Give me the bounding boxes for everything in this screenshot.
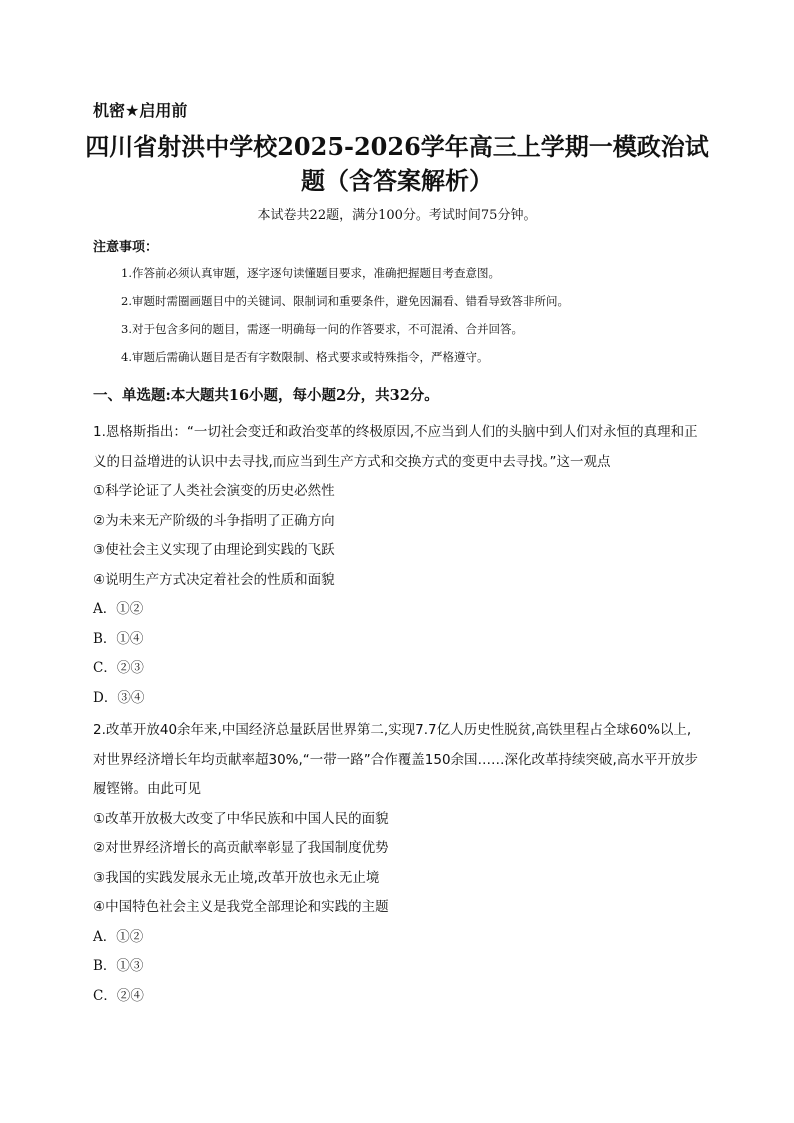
notice-item: 3.对于包含多问的题目，需逐一明确每一问的作答要求，不可混淆、合并回答。 bbox=[121, 322, 523, 336]
exam-subtitle: 本试卷共22题，满分100分。考试时间75分钟。 bbox=[257, 208, 537, 223]
notice-item: 4.审题后需确认题目是否有字数限制、格式要求或特殊指令，严格遵守。 bbox=[121, 350, 489, 364]
answer-option-b: B．①④ bbox=[93, 630, 144, 647]
answer-option-b: B．①③ bbox=[93, 958, 144, 974]
answer-option-a: A．①② bbox=[93, 601, 144, 617]
question-2 bbox=[93, 716, 703, 1011]
answer-option-c: C．②③ bbox=[93, 660, 144, 676]
exam-title bbox=[60, 130, 734, 198]
question-stem: 1.恩格斯指出：“一切社会变迁和政治变革的终极原因,不应当到人们的头脑中到人们对永恒的真理和正义的日益增进的认识中去寻找,而应当到生产方式和交换方式的变更中去寻找。”这一观点 bbox=[93, 424, 698, 470]
statement: ③我国的实践发展永无止境,改革开放也永无止境 bbox=[93, 869, 380, 886]
statement: ④中国特色社会主义是我党全部理论和实践的主题 bbox=[93, 899, 389, 915]
statement: ②对世界经济增长的高贡献率彰显了我国制度优势 bbox=[93, 840, 389, 856]
answer-options bbox=[93, 923, 703, 1012]
notice-list bbox=[121, 264, 741, 376]
statement: ①改革开放极大改变了中华民族和中国人民的面貌 bbox=[93, 810, 389, 827]
notice-heading: 注意事项： bbox=[93, 240, 159, 255]
statement: ①科学论证了人类社会演变的历史必然性 bbox=[93, 483, 335, 499]
answer-option-d: D．③④ bbox=[93, 689, 145, 706]
answer-options bbox=[93, 595, 703, 713]
statement: ③使社会主义实现了由理论到实践的飞跃 bbox=[93, 542, 335, 558]
statement: ②为未来无产阶级的斗争指明了正确方向 bbox=[93, 512, 335, 529]
notice-item: 1.作答前必须认真审题，逐字逐句读懂题目要求，准确把握题目考查意图。 bbox=[121, 266, 500, 280]
question-stem: 2.改革开放40余年来,中国经济总量跃居世界第二,实现7.7亿人历史性脱贫,高铁里程占全球60%以上,对世界经济增长年均贡献率超30%,“一带一路”合作覆盖150余国……深化改革持续突破,高水平开放步履铿锵。由此可见 bbox=[93, 722, 698, 797]
exam-title-line-1: 四川省射洪中学校2025-2026学年高三上学期一模政治试 bbox=[85, 132, 709, 161]
answer-option-a: A．①② bbox=[93, 928, 144, 945]
notice-item: 2.审题时需圈画题目中的关键词、限制词和重要条件，避免因漏看、错看导致答非所问。 bbox=[121, 294, 569, 308]
question-1 bbox=[93, 418, 703, 713]
statement: ④说明生产方式决定着社会的性质和面貌 bbox=[93, 571, 335, 588]
answer-option-c: C．②④ bbox=[93, 987, 144, 1004]
confidential-label: 机密★启用前 bbox=[93, 101, 188, 120]
section-heading: 一、单选题:本大题共16小题，每小题2分，共32分。 bbox=[93, 387, 439, 404]
exam-title-line-2: 题（含答案解析） bbox=[301, 166, 493, 195]
